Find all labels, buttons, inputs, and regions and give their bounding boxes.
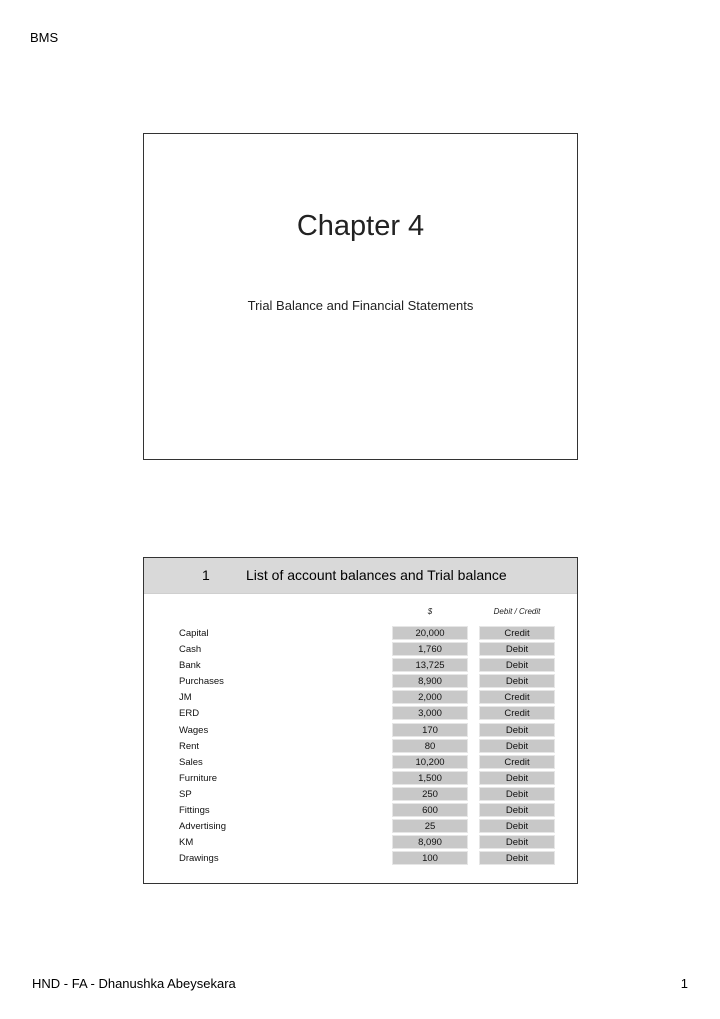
amount-cell: 2,000 (392, 690, 468, 704)
account-name: JM (179, 692, 192, 704)
account-name: Purchases (179, 676, 224, 688)
amount-cell: 20,000 (392, 626, 468, 640)
account-name: ERD (179, 708, 200, 720)
side-column-header: Debit / Credit (493, 607, 541, 616)
chapter-title: Chapter 4 (296, 210, 425, 242)
table-row (144, 706, 577, 722)
amount-cell: 600 (392, 803, 468, 817)
debit-credit-cell: Debit (479, 674, 555, 688)
account-name: Cash (179, 644, 202, 656)
page-number: 1 (680, 976, 688, 991)
account-name: SP (179, 788, 192, 800)
debit-credit-cell: Debit (479, 658, 555, 672)
amount-cell: 3,000 (392, 706, 468, 720)
debit-credit-cell: Debit (479, 787, 555, 801)
account-name: Bank (179, 660, 201, 672)
account-name: Furniture (179, 772, 218, 784)
account-name: Sales (179, 756, 203, 768)
chapter-subtitle: Trial Balance and Financial Statements (247, 298, 474, 313)
table-row (144, 642, 577, 658)
amount-cell: 13,725 (392, 658, 468, 672)
debit-credit-cell: Credit (479, 706, 555, 720)
header-label: BMS (30, 30, 59, 45)
debit-credit-cell: Debit (479, 835, 555, 849)
account-name: Advertising (179, 821, 226, 833)
amount-cell: 80 (392, 739, 468, 753)
slide-chapter-title (143, 133, 578, 460)
table-row (144, 658, 577, 674)
table-row (144, 690, 577, 706)
table-row (144, 771, 577, 787)
table-row (144, 819, 577, 835)
amount-cell: 100 (392, 851, 468, 865)
account-name: Capital (179, 628, 209, 639)
account-name: Fittings (179, 805, 210, 817)
amount-cell: 25 (392, 819, 468, 833)
table-row (144, 626, 577, 642)
table-row (144, 755, 577, 771)
debit-credit-cell: Debit (479, 739, 555, 753)
amount-cell: 8,090 (392, 835, 468, 849)
debit-credit-cell: Debit (479, 642, 555, 656)
debit-credit-cell: Debit (479, 771, 555, 785)
debit-credit-cell: Debit (479, 803, 555, 817)
debit-credit-cell: Credit (479, 626, 555, 640)
debit-credit-cell: Credit (479, 755, 555, 769)
footer-author: HND - FA - Dhanushka Abeysekara (32, 976, 236, 991)
account-balance-list (144, 626, 577, 867)
slide-trial-balance (143, 557, 578, 884)
amount-column-header: $ (427, 607, 433, 616)
slide-number: 1 (202, 567, 210, 583)
table-row (144, 803, 577, 819)
debit-credit-cell: Credit (479, 690, 555, 704)
account-name: Wages (179, 724, 209, 736)
table-row (144, 787, 577, 803)
slide-title: List of account balances and Trial balance (246, 567, 507, 583)
table-row (144, 674, 577, 690)
slide-banner (144, 558, 577, 594)
debit-credit-cell: Debit (479, 819, 555, 833)
account-name: KM (179, 837, 194, 849)
debit-credit-cell: Debit (479, 723, 555, 737)
amount-cell: 8,900 (392, 674, 468, 688)
table-row (144, 851, 577, 867)
amount-cell: 170 (392, 723, 468, 737)
amount-cell: 1,500 (392, 771, 468, 785)
amount-cell: 250 (392, 787, 468, 801)
table-row (144, 835, 577, 851)
table-row (144, 739, 577, 755)
account-name: Rent (179, 740, 200, 752)
amount-cell: 1,760 (392, 642, 468, 656)
debit-credit-cell: Debit (479, 851, 555, 865)
account-name: Drawings (179, 853, 219, 865)
table-row (144, 723, 577, 739)
amount-cell: 10,200 (392, 755, 468, 769)
